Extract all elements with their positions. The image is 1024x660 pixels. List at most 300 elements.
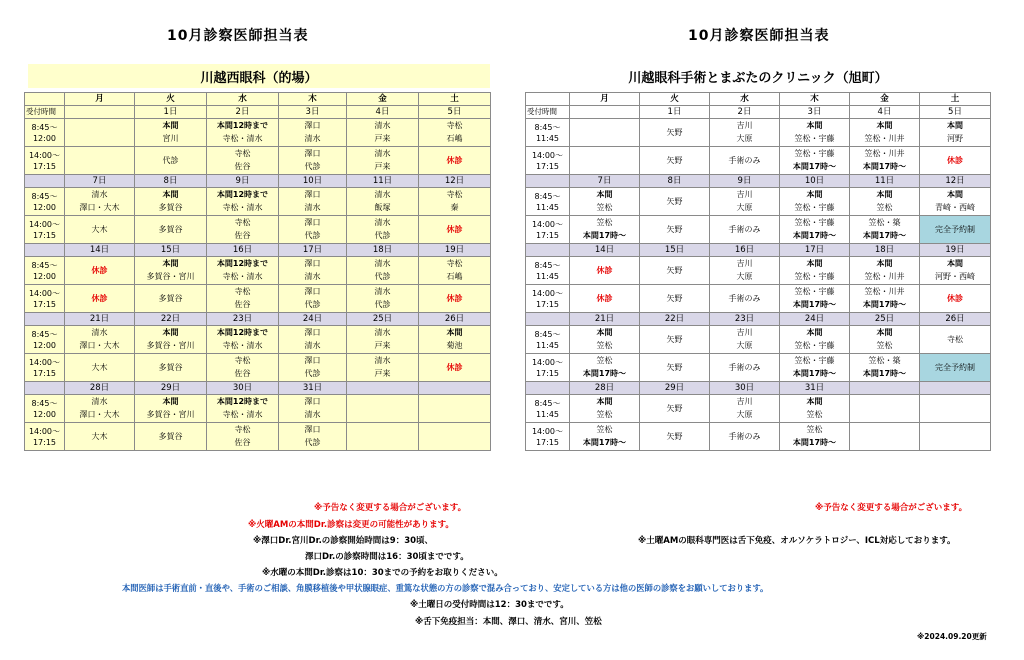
pm-time-label: 14:00～ 17:15 [25,147,65,175]
doctor-secondary: 代診 [304,300,321,310]
doctor-primary: 本間 [446,327,463,337]
doctor-primary: 本間 [806,327,823,337]
doctor-primary: 清水 [374,148,391,158]
date-cell: 23日 [207,313,279,326]
date-row-blank [25,382,65,395]
date-cell: 21日 [65,313,135,326]
doctor-primary: 清水 [91,327,108,337]
doctor-primary: 本間 [806,396,823,406]
doctor-secondary: 戸来 [374,162,391,172]
doctor-primary: 笠松 [596,424,613,434]
doctor-secondary: 笠松 [596,410,613,420]
note-left-6: 本間医師は手術直前・直後や、手術のご相談、角膜移植後や甲状腺眼症、重篤な状態の方の診察で混み合っており、安定している方は他の医師の診察をお願いしております。 [122,583,769,593]
date-cell: 30日 [710,382,780,395]
right-schedule-table [525,92,991,451]
doctor-secondary: 清水 [304,272,321,282]
date-cell: 7日 [570,175,640,188]
date-cell: 25日 [347,313,419,326]
date-row-blank [526,313,570,326]
date-cell: 29日 [640,382,710,395]
doctor-primary: 笠松 [806,424,823,434]
doctor-primary: 代診 [162,155,179,165]
doctor-primary: 休診 [947,155,963,165]
am-time-label: 8:45～ 11:45 [526,326,570,354]
doctor-primary: 笠松・宇藤 [794,217,835,227]
doctor-secondary: 代診 [374,272,391,282]
date-cell: 10日 [780,175,850,188]
doctor-cell [65,216,135,244]
doctor-cell [65,326,135,354]
doctor-cell [207,147,279,175]
doctor-cell [710,395,780,423]
date-cell: 10日 [279,175,347,188]
doctor-primary: 澤口 [304,286,321,296]
doctor-cell [419,188,491,216]
doctor-primary: 澤口 [304,396,321,406]
doctor-primary: 手術のみ [728,155,761,165]
doctor-secondary: 本間17時～ [792,369,837,379]
date-cell: 24日 [780,313,850,326]
am-time-label: 8:45～ 11:45 [526,188,570,216]
doctor-primary: 澤口 [304,189,321,199]
doctor-cell [780,257,850,285]
doctor-cell [710,119,780,147]
doctor-cell [419,423,491,451]
note-left-2: ※火曜AMの本間Dr.診察は変更の可能性があります。 [248,520,454,530]
doctor-primary: 吉川 [736,258,753,268]
doctor-cell [207,216,279,244]
doctor-cell [347,423,419,451]
doctor-cell [850,354,920,382]
doctor-primary: 本間 [162,120,179,130]
date-cell: 7日 [65,175,135,188]
date-cell: 8日 [640,175,710,188]
doctor-secondary: 本間17時～ [862,231,907,241]
doctor-cell [419,285,491,313]
doctor-primary: 休診 [446,224,463,234]
doctor-primary: 休診 [596,293,613,303]
doctor-primary: 清水 [374,189,391,199]
doctor-secondary: 秦 [450,203,459,213]
doctor-secondary: 本間17時～ [582,231,627,241]
doctor-primary: 休診 [91,265,108,275]
doctor-cell [640,395,710,423]
doctor-secondary: 大原 [736,203,753,213]
doctor-cell [710,257,780,285]
date-cell: 18日 [347,244,419,257]
doctor-cell [780,119,850,147]
doctor-cell [920,354,991,382]
doctor-secondary: 寺松・清水 [222,134,263,144]
doctor-primary: 矢野 [666,403,683,413]
right-clinic-name: 川越眼科手術とまぶたのクリニック（旭町） [526,64,990,88]
doctor-primary: 矢野 [666,224,683,234]
doctor-cell [570,147,640,175]
pm-time-label: 14:00～ 17:15 [25,285,65,313]
doctor-primary: 本間 [162,396,179,406]
date-cell: 5日 [920,106,991,119]
date-cell: 17日 [780,244,850,257]
date-row-blank [526,175,570,188]
doctor-cell [279,423,347,451]
doctor-primary: 笠松・川井 [864,286,905,296]
doctor-secondary: 本間17時～ [862,369,907,379]
doctor-cell [710,423,780,451]
doctor-secondary: 本間17時～ [582,438,627,448]
doctor-cell [347,257,419,285]
doctor-cell [710,285,780,313]
doctor-secondary: 笠松 [596,203,613,213]
date-cell: 24日 [279,313,347,326]
doctor-primary: 多賀谷 [158,362,183,372]
doctor-cell [570,423,640,451]
doctor-primary: 矢野 [666,431,683,441]
pm-time-label: 14:00～ 17:15 [526,147,570,175]
doctor-cell [850,188,920,216]
doctor-secondary: 代診 [374,300,391,310]
doctor-secondary: 大原 [736,134,753,144]
doctor-cell [850,423,920,451]
date-row-blank [526,382,570,395]
date-cell: 9日 [207,175,279,188]
doctor-secondary: 多賀谷・宮川 [146,410,195,420]
doctor-secondary: 笠松・宇藤 [794,203,835,213]
weekday-header: 水 [207,93,279,106]
doctor-primary: 本間 [806,120,823,130]
doctor-secondary: 笠松・宇藤 [794,341,835,351]
date-cell: 4日 [347,106,419,119]
doctor-secondary: 澤口・大木 [79,203,120,213]
doctor-cell [279,285,347,313]
doctor-cell [65,354,135,382]
doctor-primary: 本間 [876,189,893,199]
doctor-primary: 寺松 [947,334,963,344]
doctor-secondary: 大原 [736,272,753,282]
doctor-secondary: 多賀谷・宮川 [146,272,195,282]
date-cell [920,382,991,395]
doctor-secondary: 戸来 [374,134,391,144]
weekday-header-blank [25,93,65,106]
doctor-secondary: 宮川 [162,134,179,144]
doctor-secondary: 多賀谷 [158,203,183,213]
doctor-cell [65,423,135,451]
doctor-primary: 本間 [947,120,963,130]
doctor-cell [347,285,419,313]
doctor-primary: 清水 [374,120,391,130]
doctor-secondary: 青崎・西崎 [935,203,975,213]
reception-time-label: 受付時間 [526,106,570,119]
doctor-cell [347,188,419,216]
pm-time-label: 14:00～ 17:15 [526,285,570,313]
doctor-secondary: 笠松・川井 [864,272,905,282]
doctor-secondary: 代診 [374,231,391,241]
doctor-secondary: 戸来 [374,369,391,379]
doctor-cell [279,395,347,423]
date-cell: 26日 [419,313,491,326]
date-cell: 11日 [347,175,419,188]
doctor-secondary: 寺松・清水 [222,410,263,420]
doctor-primary: 寺松 [446,258,463,268]
doctor-cell [850,257,920,285]
doctor-cell [207,188,279,216]
doctor-cell [920,257,991,285]
doctor-cell [135,423,207,451]
date-cell [419,382,491,395]
doctor-cell [419,326,491,354]
doctor-cell [419,395,491,423]
date-cell: 26日 [920,313,991,326]
doctor-primary: 清水 [374,286,391,296]
doctor-cell [920,395,991,423]
weekday-header: 火 [640,93,710,106]
date-cell: 29日 [135,382,207,395]
left-schedule-table [24,92,491,451]
doctor-primary: 矢野 [666,334,683,344]
doctor-primary: 澤口 [304,258,321,268]
weekday-header: 土 [920,93,991,106]
doctor-cell [65,188,135,216]
date-cell: 22日 [135,313,207,326]
doctor-primary: 本間12時まで [216,120,269,130]
doctor-secondary: 代診 [304,438,321,448]
date-row-blank [526,244,570,257]
doctor-primary: 澤口 [304,424,321,434]
doctor-primary: 本間 [947,189,963,199]
doctor-cell [710,147,780,175]
doctor-cell [419,119,491,147]
doctor-cell [850,326,920,354]
pm-time-label: 14:00～ 17:15 [25,354,65,382]
doctor-cell [65,147,135,175]
doctor-secondary: 澤口・大木 [79,341,120,351]
doctor-cell [419,147,491,175]
reception-time-label: 受付時間 [25,106,65,119]
doctor-cell [347,395,419,423]
doctor-cell [135,188,207,216]
weekday-header: 金 [347,93,419,106]
doctor-secondary: 笠松・宇藤 [794,272,835,282]
doctor-secondary: 笠松・川井 [864,134,905,144]
doctor-cell [570,285,640,313]
doctor-cell [347,147,419,175]
doctor-primary: 本間12時まで [216,258,269,268]
doctor-secondary: 笠松 [806,410,823,420]
doctor-secondary: 大原 [736,341,753,351]
doctor-cell [279,257,347,285]
doctor-cell [279,216,347,244]
weekday-header: 金 [850,93,920,106]
doctor-cell [850,285,920,313]
doctor-primary: 大木 [91,224,108,234]
doctor-primary: 清水 [91,189,108,199]
doctor-cell [710,326,780,354]
doctor-primary: 吉川 [736,396,753,406]
doctor-cell [135,285,207,313]
date-cell: 11日 [850,175,920,188]
doctor-cell [850,147,920,175]
doctor-cell [850,119,920,147]
doctor-secondary: 河野・西崎 [935,272,975,282]
doctor-primary: 本間12時まで [216,189,269,199]
am-time-label: 8:45～ 12:00 [25,326,65,354]
date-cell: 18日 [850,244,920,257]
doctor-primary: 本間 [876,120,893,130]
left-clinic-name: 川越西眼科（的場） [28,64,490,88]
date-cell: 4日 [850,106,920,119]
doctor-cell [279,354,347,382]
doctor-secondary: 代診 [304,231,321,241]
pm-time-label: 14:00～ 17:15 [25,423,65,451]
doctor-cell [65,119,135,147]
date-cell: 19日 [920,244,991,257]
weekday-header: 土 [419,93,491,106]
doctor-primary: 矢野 [666,293,683,303]
doctor-primary: 寺松 [234,355,251,365]
doctor-primary: 手術のみ [728,362,761,372]
doctor-cell [207,423,279,451]
date-cell [850,382,920,395]
doctor-secondary: 佐谷 [234,162,251,172]
date-cell: 12日 [920,175,991,188]
doctor-cell [207,257,279,285]
doctor-secondary: 代診 [304,162,321,172]
doctor-secondary: 飯塚 [374,203,391,213]
weekday-header-blank [526,93,570,106]
date-cell: 3日 [279,106,347,119]
doctor-cell [419,257,491,285]
doctor-cell [780,285,850,313]
doctor-secondary: 石嶋 [446,272,463,282]
date-cell: 21日 [570,313,640,326]
doctor-secondary: 本間17時～ [792,438,837,448]
doctor-primary: 笠松・築 [868,355,901,365]
date-cell: 1日 [640,106,710,119]
doctor-primary: 笠松・築 [868,217,901,227]
doctor-primary: 休診 [91,293,108,303]
doctor-secondary: 本間17時～ [792,231,837,241]
weekday-header: 月 [65,93,135,106]
doctor-cell [920,423,991,451]
doctor-primary: 本間 [947,258,963,268]
pm-time-label: 14:00～ 17:15 [526,216,570,244]
doctor-primary: 吉川 [736,327,753,337]
doctor-primary: 本間 [876,327,893,337]
doctor-cell [640,285,710,313]
doctor-cell [920,216,991,244]
note-left-8: ※舌下免疫担当：本間、澤口、清水、宮川、笠松 [415,617,602,627]
date-cell [570,106,640,119]
doctor-cell [780,188,850,216]
doctor-cell [135,119,207,147]
doctor-secondary: 清水 [304,410,321,420]
doctor-cell [780,395,850,423]
doctor-cell [207,285,279,313]
doctor-primary: 大木 [91,431,108,441]
date-cell: 28日 [570,382,640,395]
date-cell: 3日 [780,106,850,119]
doctor-cell [135,395,207,423]
doctor-cell [419,216,491,244]
doctor-secondary: 寺松・清水 [222,341,263,351]
doctor-primary: 休診 [596,265,613,275]
doctor-cell [279,119,347,147]
date-row-blank [25,244,65,257]
pm-time-label: 14:00～ 17:15 [526,354,570,382]
doctor-secondary: 多賀谷・宮川 [146,341,195,351]
doctor-cell [135,257,207,285]
doctor-secondary: 本間17時～ [862,300,907,310]
doctor-cell [780,147,850,175]
note-right-1: ※予告なく変更する場合がございます。 [815,503,968,513]
doctor-cell [279,188,347,216]
doctor-cell [207,395,279,423]
doctor-cell [640,423,710,451]
doctor-primary: 本間12時まで [216,396,269,406]
date-cell: 14日 [570,244,640,257]
doctor-primary: 寺松 [234,148,251,158]
doctor-primary: 矢野 [666,155,683,165]
doctor-primary: 澤口 [304,217,321,227]
doctor-secondary: 菊池 [446,341,463,351]
doctor-cell [780,354,850,382]
pm-time-label: 14:00～ 17:15 [526,423,570,451]
doctor-primary: 笠松・宇藤 [794,148,835,158]
doctor-secondary: 寺松・清水 [222,203,263,213]
date-cell: 5日 [419,106,491,119]
doctor-cell [640,257,710,285]
doctor-cell [640,326,710,354]
pm-time-label: 14:00～ 17:15 [25,216,65,244]
date-cell: 28日 [65,382,135,395]
doctor-cell [850,216,920,244]
doctor-secondary: 笠松 [596,341,613,351]
doctor-cell [780,216,850,244]
date-cell: 31日 [279,382,347,395]
doctor-primary: 寺松 [234,424,251,434]
doctor-cell [65,395,135,423]
doctor-secondary: 本間17時～ [862,162,907,172]
doctor-cell [135,216,207,244]
doctor-cell [347,326,419,354]
doctor-cell [850,395,920,423]
doctor-cell [570,119,640,147]
doctor-cell [347,119,419,147]
date-cell: 9日 [710,175,780,188]
doctor-primary: 清水 [374,355,391,365]
date-row-blank [25,175,65,188]
right-page-title: 10月診察医師担当表 [688,28,830,44]
date-cell: 14日 [65,244,135,257]
note-left-4: 澤口Dr.の診察時間は16：30頃までです。 [305,552,469,562]
doctor-primary: 完全予約制 [935,224,975,234]
doctor-secondary: 石嶋 [446,134,463,144]
date-cell: 15日 [135,244,207,257]
doctor-primary: 清水 [374,258,391,268]
doctor-primary: 笠松・宇藤 [794,286,835,296]
doctor-cell [279,326,347,354]
date-row-blank [25,313,65,326]
doctor-secondary: 本間17時～ [792,162,837,172]
left-page-title: 10月診察医師担当表 [167,28,309,44]
doctor-primary: 多賀谷 [158,293,183,303]
doctor-cell [710,188,780,216]
doctor-primary: 澤口 [304,148,321,158]
doctor-cell [710,354,780,382]
weekday-header: 木 [279,93,347,106]
doctor-cell [920,285,991,313]
date-cell: 8日 [135,175,207,188]
date-cell: 19日 [419,244,491,257]
